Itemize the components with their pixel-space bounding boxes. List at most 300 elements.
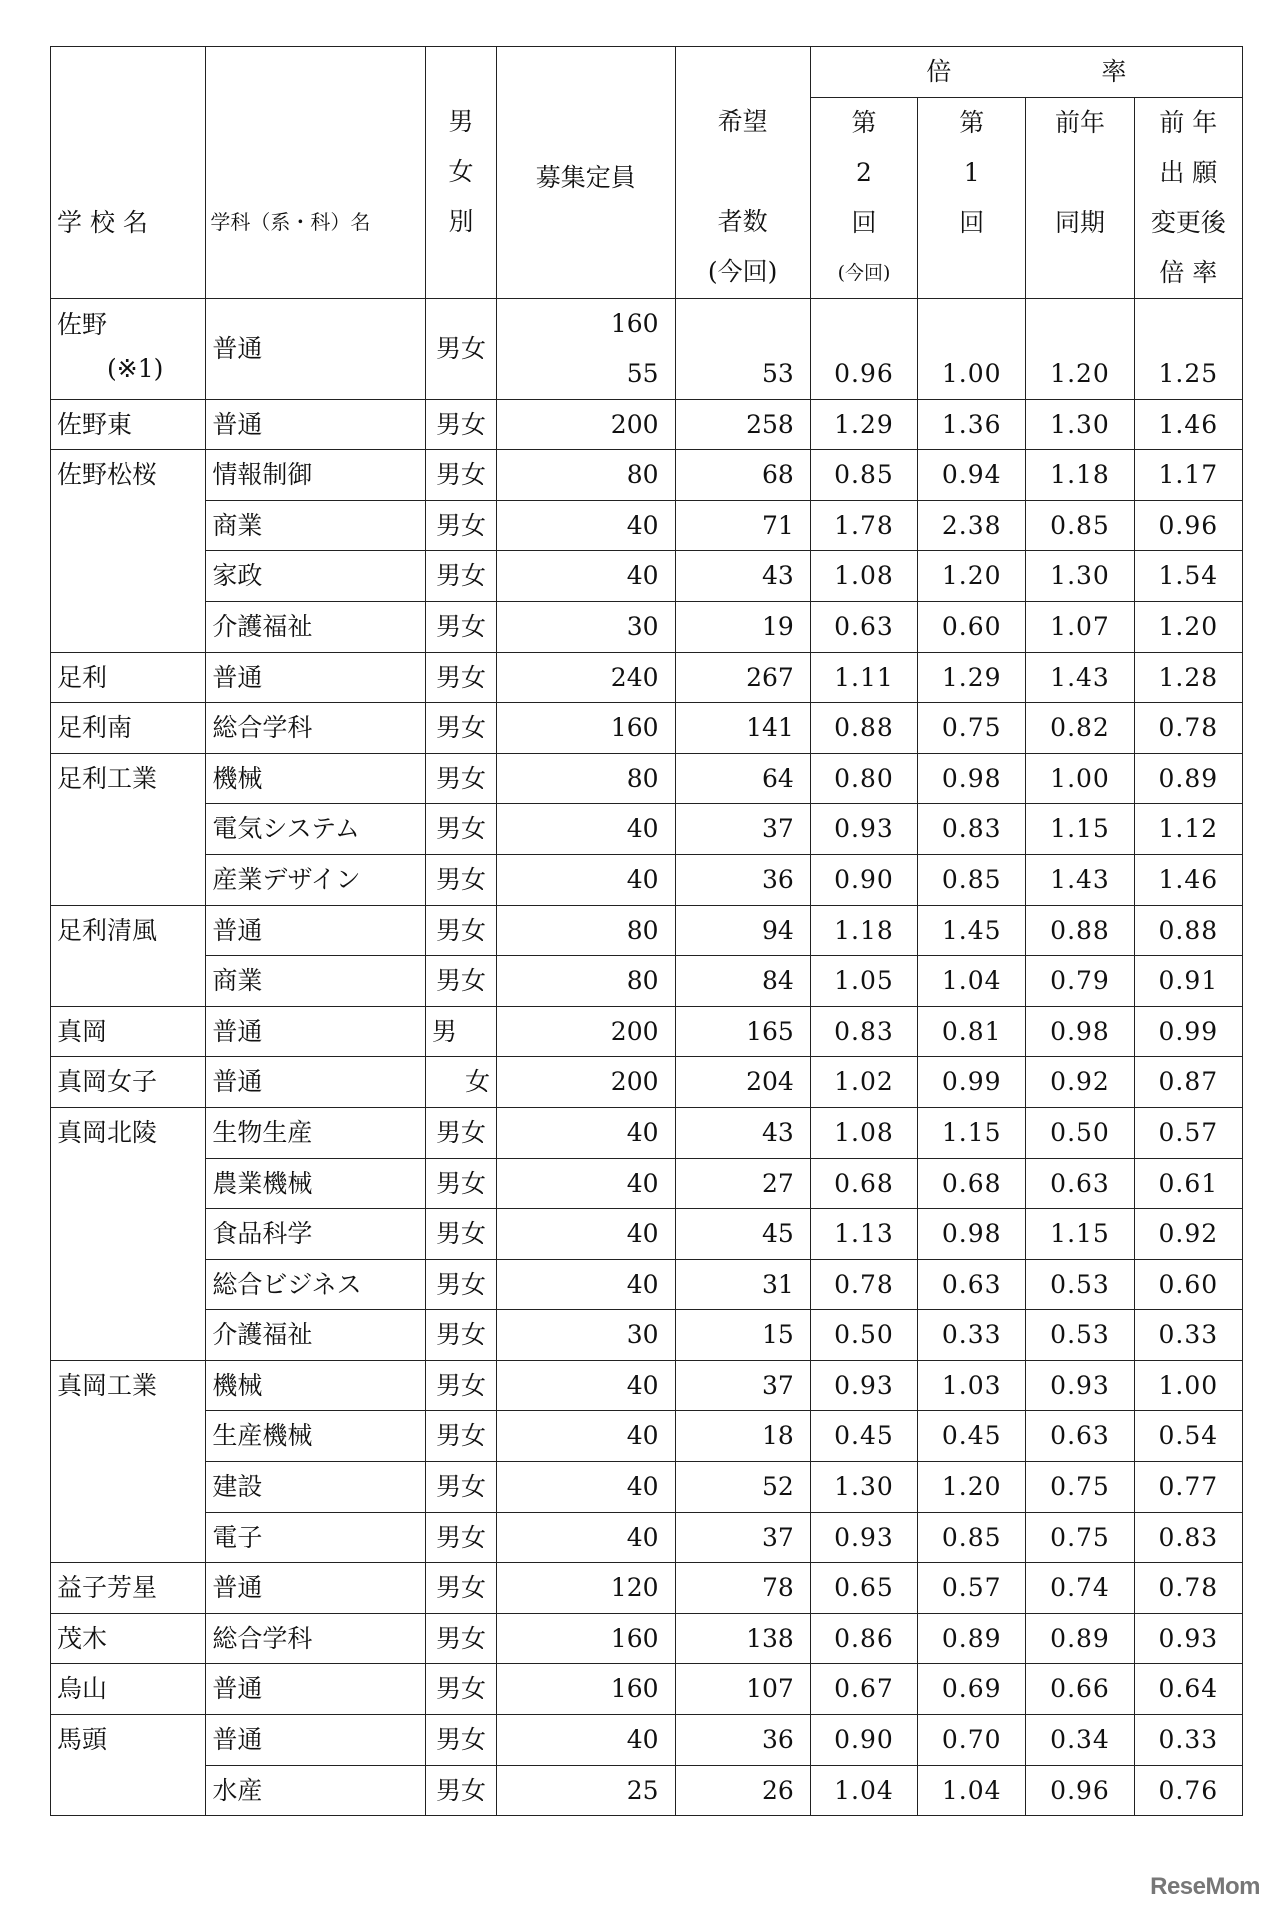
capacity-value: 25 [626,1775,659,1805]
sex-cell [425,1158,496,1209]
dept-value: 総合ビジネス [212,1269,362,1299]
capacity-value: 40 [626,561,659,591]
round1-cell [918,1158,1026,1209]
sex-cell [425,1462,496,1513]
table-row [51,905,1243,956]
prev-cell [1026,1664,1134,1715]
round1-cell [918,703,1026,754]
school-note: (※1) [107,353,164,383]
prev-cell [1026,1765,1134,1816]
dept-value: 水産 [212,1775,263,1805]
round2-cell [810,601,917,652]
capacity-cell [497,1360,675,1411]
sex-value: 男女 [435,1269,486,1299]
applicants-cell [675,1107,810,1158]
prev-cell [1026,551,1134,602]
header-round1-line: 回 [959,207,985,237]
school-name: 佐野 [57,309,108,339]
prev-changed-cell [1134,601,1242,652]
header-applicants [675,47,810,299]
applicants-value: 64 [762,763,794,793]
round1-cell [918,500,1026,551]
round1-cell [918,1715,1026,1766]
applicants-cell [675,1158,810,1209]
sex-cell [425,1209,496,1260]
round1-cell [918,652,1026,703]
prev-changed-cell [1134,1057,1242,1108]
prev-value: 0.85 [1050,510,1110,540]
round1-value: 1.45 [941,915,1002,945]
round2-value: 0.85 [834,460,894,490]
prev-changed-cell [1134,1209,1242,1260]
dept-cell [206,1462,426,1513]
prev-changed-cell [1134,804,1242,855]
round1-cell [918,1209,1026,1260]
capacity-value: 80 [626,460,659,490]
header-round2-line: (今回) [837,261,891,284]
dept-value: 産業デザイン [212,864,361,894]
school-name: 真岡 [57,1016,108,1046]
prev-cell [1026,1715,1134,1766]
prev-value: 0.74 [1050,1573,1110,1603]
prev-cell [1026,1158,1134,1209]
dept-cell [206,1209,426,1260]
round2-cell [810,1613,917,1664]
capacity-value: 120 [610,1573,659,1603]
round1-value: 1.04 [941,1775,1002,1805]
prev-cell [1026,298,1134,399]
applicants-value: 204 [746,1067,794,1097]
sex-value: 男女 [435,915,486,945]
header-round1-line: 第 [959,107,985,137]
header-sex [425,47,496,299]
prev-value: 1.07 [1050,611,1110,641]
prev-changed-value: 1.12 [1158,814,1219,844]
prev-cell [1026,1462,1134,1513]
dept-value: 生産機械 [212,1421,313,1451]
prev-changed-cell [1134,1259,1242,1310]
header-round2-line: 回 [851,207,877,237]
round2-value: 0.86 [834,1623,894,1653]
sex-cell [425,1765,496,1816]
capacity-value: 40 [626,1725,659,1755]
round2-cell [810,1360,917,1411]
round2-value: 0.68 [834,1168,894,1198]
round2-cell [810,1006,917,1057]
round1-cell [918,1107,1026,1158]
header-round2-line: 2 [856,157,872,187]
round2-value: 1.11 [834,662,894,692]
round1-value: 0.89 [941,1623,1002,1653]
dept-cell [206,298,426,399]
dept-cell [206,1765,426,1816]
table-row [51,1158,1243,1209]
prev-value: 0.92 [1050,1067,1110,1097]
dept-cell [206,399,426,450]
round2-value: 0.50 [834,1320,894,1350]
applicants-value: 71 [762,510,794,540]
dept-cell [206,450,426,501]
prev-changed-value: 0.92 [1158,1219,1219,1249]
dept-value: 建設 [212,1472,263,1502]
capacity-cell [497,1107,675,1158]
table-body [51,298,1243,1816]
sex-value: 男女 [435,1775,486,1805]
prev-cell [1026,1107,1134,1158]
capacity-value: 80 [626,763,659,793]
capacity-value: 30 [626,1320,659,1350]
prev-cell [1026,1006,1134,1057]
round2-cell [810,1765,917,1816]
prev-changed-value: 1.25 [1158,359,1219,388]
table-row [51,1259,1243,1310]
round1-value: 0.45 [941,1421,1002,1451]
prev-changed-cell [1134,1360,1242,1411]
capacity-cell [497,1310,675,1361]
applicants-value: 37 [762,814,794,844]
prev-changed-value: 0.33 [1158,1725,1219,1755]
round2-value: 1.29 [834,409,894,439]
capacity-cell [497,1209,675,1260]
dept-value: 総合学科 [212,713,313,743]
prev-value: 0.53 [1050,1269,1110,1299]
sex-value: 男女 [435,409,486,439]
capacity-value: 40 [626,1168,659,1198]
capacity-value: 40 [626,814,659,844]
dept-value: 普通 [212,915,263,945]
round2-value: 0.80 [834,763,894,793]
sex-cell [425,1360,496,1411]
sex-cell [425,551,496,602]
capacity-cell [497,753,675,804]
round2-value: 0.63 [834,611,894,641]
dept-cell [206,703,426,754]
school-name: 烏山 [57,1674,108,1704]
round2-value: 1.18 [834,915,894,945]
round2-cell [810,1310,917,1361]
round2-value: 0.78 [834,1269,894,1299]
school-cell [51,1006,206,1057]
round2-value: 1.13 [834,1219,894,1249]
prev-cell [1026,703,1134,754]
sex-cell [425,753,496,804]
table-row [51,298,1243,399]
sex-value: 男女 [435,510,486,540]
prev-changed-value: 0.57 [1158,1117,1219,1147]
capacity-value: 40 [626,1117,659,1147]
dept-value: 家政 [212,561,263,591]
dept-cell [206,1310,426,1361]
sex-cell [425,1006,496,1057]
table-row [51,551,1243,602]
capacity-value: 160 [610,1623,659,1653]
dept-value: 電気システム [212,814,360,844]
applicants-cell [675,1613,810,1664]
capacity-value: 160 [610,1674,659,1704]
dept-cell [206,500,426,551]
dept-cell [206,652,426,703]
capacity-cell [497,804,675,855]
applicants-cell [675,399,810,450]
school-cell [51,298,206,399]
round2-cell [810,956,917,1007]
capacity-cell [497,905,675,956]
round1-value: 1.20 [941,1472,1002,1502]
prev-changed-cell [1134,1613,1242,1664]
round1-cell [918,1360,1026,1411]
capacity-cell [497,500,675,551]
applicants-cell [675,652,810,703]
dept-value: 介護福祉 [212,1320,313,1350]
round1-cell [918,753,1026,804]
round1-value: 2.38 [941,510,1002,540]
dept-cell [206,804,426,855]
round2-cell [810,1715,917,1766]
dept-value: 普通 [212,1674,263,1704]
sex-value: 男女 [435,1725,486,1755]
round1-value: 1.03 [941,1370,1002,1400]
round2-value: 0.88 [834,713,894,743]
prev-changed-cell [1134,1765,1242,1816]
round1-cell [918,956,1026,1007]
sex-value: 男女 [435,1219,486,1249]
school-name: 真岡北陵 [57,1117,158,1147]
table-row [51,1006,1243,1057]
round1-cell [918,1613,1026,1664]
round1-value: 0.85 [941,1522,1002,1552]
school-cell [51,1107,206,1360]
prev-changed-value: 1.46 [1158,409,1219,439]
dept-value: 普通 [212,409,263,439]
school-name: 足利南 [57,713,133,743]
round1-value: 1.36 [941,409,1002,439]
applicants-cell [675,1360,810,1411]
sex-cell [425,1057,496,1108]
applicants-value: 84 [762,966,794,996]
round2-value: 1.04 [834,1775,894,1805]
sex-cell [425,1310,496,1361]
applicants-cell [675,1512,810,1563]
applicants-value: 31 [762,1269,794,1299]
capacity-cell [497,1765,675,1816]
table-row [51,601,1243,652]
table-row [51,1107,1243,1158]
applicants-cell [675,905,810,956]
capacity-cell [497,652,675,703]
capacity-cell [497,601,675,652]
sex-value: 男女 [435,713,486,743]
resemom-logo: ReseMom [1150,1873,1260,1900]
dept-cell [206,956,426,1007]
applicants-cell [675,1006,810,1057]
prev-value: 0.93 [1050,1370,1110,1400]
round1-value: 0.75 [941,713,1002,743]
sex-value: 男女 [435,864,486,894]
round2-cell [810,1664,917,1715]
dept-cell [206,1259,426,1310]
prev-value: 1.43 [1050,864,1110,894]
dept-value: 普通 [212,662,263,692]
prev-value: 0.75 [1050,1472,1110,1502]
prev-changed-cell [1134,1563,1242,1614]
prev-cell [1026,1613,1134,1664]
prev-cell [1026,1512,1134,1563]
round1-value: 0.70 [941,1725,1002,1755]
prev-changed-value: 1.54 [1158,561,1219,591]
sex-cell [425,1563,496,1614]
applicants-cell [675,1664,810,1715]
prev-cell [1026,450,1134,501]
prev-changed-value: 1.17 [1158,460,1219,490]
school-cell [51,1664,206,1715]
round2-cell [810,854,917,905]
applicants-cell [675,1563,810,1614]
capacity-value: 160 [610,308,659,338]
prev-changed-value: 1.28 [1158,662,1219,692]
capacity-value: 40 [626,864,659,894]
round1-value: 0.94 [941,460,1002,490]
prev-changed-cell [1134,1411,1242,1462]
prev-changed-cell [1134,1006,1242,1057]
prev-changed-cell [1134,450,1242,501]
dept-value: 食品科学 [212,1219,313,1249]
capacity-cell [497,551,675,602]
round2-value: 0.65 [834,1573,894,1603]
dept-name: 普通 [212,333,263,363]
capacity-cell [497,1664,675,1715]
table-row [51,1613,1243,1664]
prev-cell [1026,854,1134,905]
school-name: 馬頭 [57,1725,108,1755]
header-round1 [918,97,1026,298]
round2-cell [810,1563,917,1614]
capacity-value: 200 [610,1067,659,1097]
dept-cell [206,1664,426,1715]
dept-cell [206,1715,426,1766]
capacity-cell [497,1512,675,1563]
applicants-cell [675,753,810,804]
prev-value: 0.88 [1050,915,1110,945]
round2-cell [810,703,917,754]
header-prev-changed [1134,97,1242,298]
sex-cell [425,956,496,1007]
prev-changed-cell [1134,1715,1242,1766]
header-dept-label: 学科（系・科）名 [210,209,371,234]
header-prev-changed-line: 変更後 [1150,207,1226,237]
dept-value: 総合学科 [212,1623,313,1653]
applicants-cell [675,703,810,754]
capacity-value: 40 [626,1421,659,1451]
dept-cell [206,753,426,804]
round1-value: 0.98 [941,1219,1002,1249]
table-row [51,1360,1243,1411]
capacity-value: 40 [626,510,659,540]
prev-cell [1026,1259,1134,1310]
sex-value: 男女 [435,1320,486,1350]
round2-cell [810,298,917,399]
prev-cell [1026,500,1134,551]
round2-cell [810,1158,917,1209]
table-row [51,1765,1243,1816]
round1-value: 1.29 [941,662,1002,692]
round2-value: 0.93 [834,1370,894,1400]
round2-value: 1.02 [834,1067,894,1097]
round2-value: 1.30 [834,1472,894,1502]
round1-value: 0.60 [941,611,1002,641]
capacity-cell [497,1715,675,1766]
applicants-cell [675,956,810,1007]
school-cell [51,703,206,754]
table-row [51,1664,1243,1715]
sex-value: 男女 [435,460,486,490]
applicants-value: 43 [762,1117,794,1147]
prev-changed-cell [1134,905,1242,956]
dept-cell [206,1006,426,1057]
prev-cell [1026,1360,1134,1411]
applicants-value: 43 [762,561,794,591]
capacity-value: 160 [610,713,659,743]
round2-value: 1.78 [834,510,894,540]
applicants-cell [675,1462,810,1513]
round2-value: 0.93 [834,814,894,844]
header-prev-line: 同期 [1055,207,1106,237]
round1-cell [918,1765,1026,1816]
prev-changed-value: 0.93 [1158,1623,1219,1653]
table-row [51,956,1243,1007]
capacity-cell [497,703,675,754]
dept-cell [206,1411,426,1462]
sex-value: 男女 [435,1117,486,1147]
table-row [51,652,1243,703]
school-cell [51,753,206,905]
applicants-value: 18 [762,1421,794,1451]
prev-changed-cell [1134,1462,1242,1513]
prev-value: 0.98 [1050,1016,1110,1046]
round2-value: 0.67 [834,1674,894,1704]
capacity-cell [497,399,675,450]
round1-value: 1.04 [941,966,1002,996]
prev-value: 0.63 [1050,1421,1110,1451]
header-sex-line: 別 [448,207,474,236]
capacity-cell [497,854,675,905]
applicants-value: 138 [746,1623,794,1653]
prev-cell [1026,652,1134,703]
applicants-cell [675,1765,810,1816]
prev-changed-value: 1.20 [1158,611,1219,641]
table-row [51,1462,1243,1513]
prev-changed-value: 0.83 [1158,1522,1219,1552]
prev-value: 0.82 [1050,713,1110,743]
sex-cell [425,1259,496,1310]
applicants-value: 258 [746,409,794,439]
applicants-cell [675,1411,810,1462]
prev-cell [1026,1411,1134,1462]
round1-cell [918,1462,1026,1513]
sex-cell [425,1715,496,1766]
prev-changed-cell [1134,500,1242,551]
table-row [51,399,1243,450]
round1-value: 0.85 [941,864,1002,894]
round2-cell [810,1411,917,1462]
header-round1-line: 1 [963,157,980,187]
applicants-value: 36 [762,864,794,894]
round2-cell [810,753,917,804]
sex-value: 男女 [435,1623,486,1653]
header-rate-title [810,47,1242,98]
table-row [51,854,1243,905]
header-school [51,47,206,299]
capacity-value: 40 [626,1370,659,1400]
